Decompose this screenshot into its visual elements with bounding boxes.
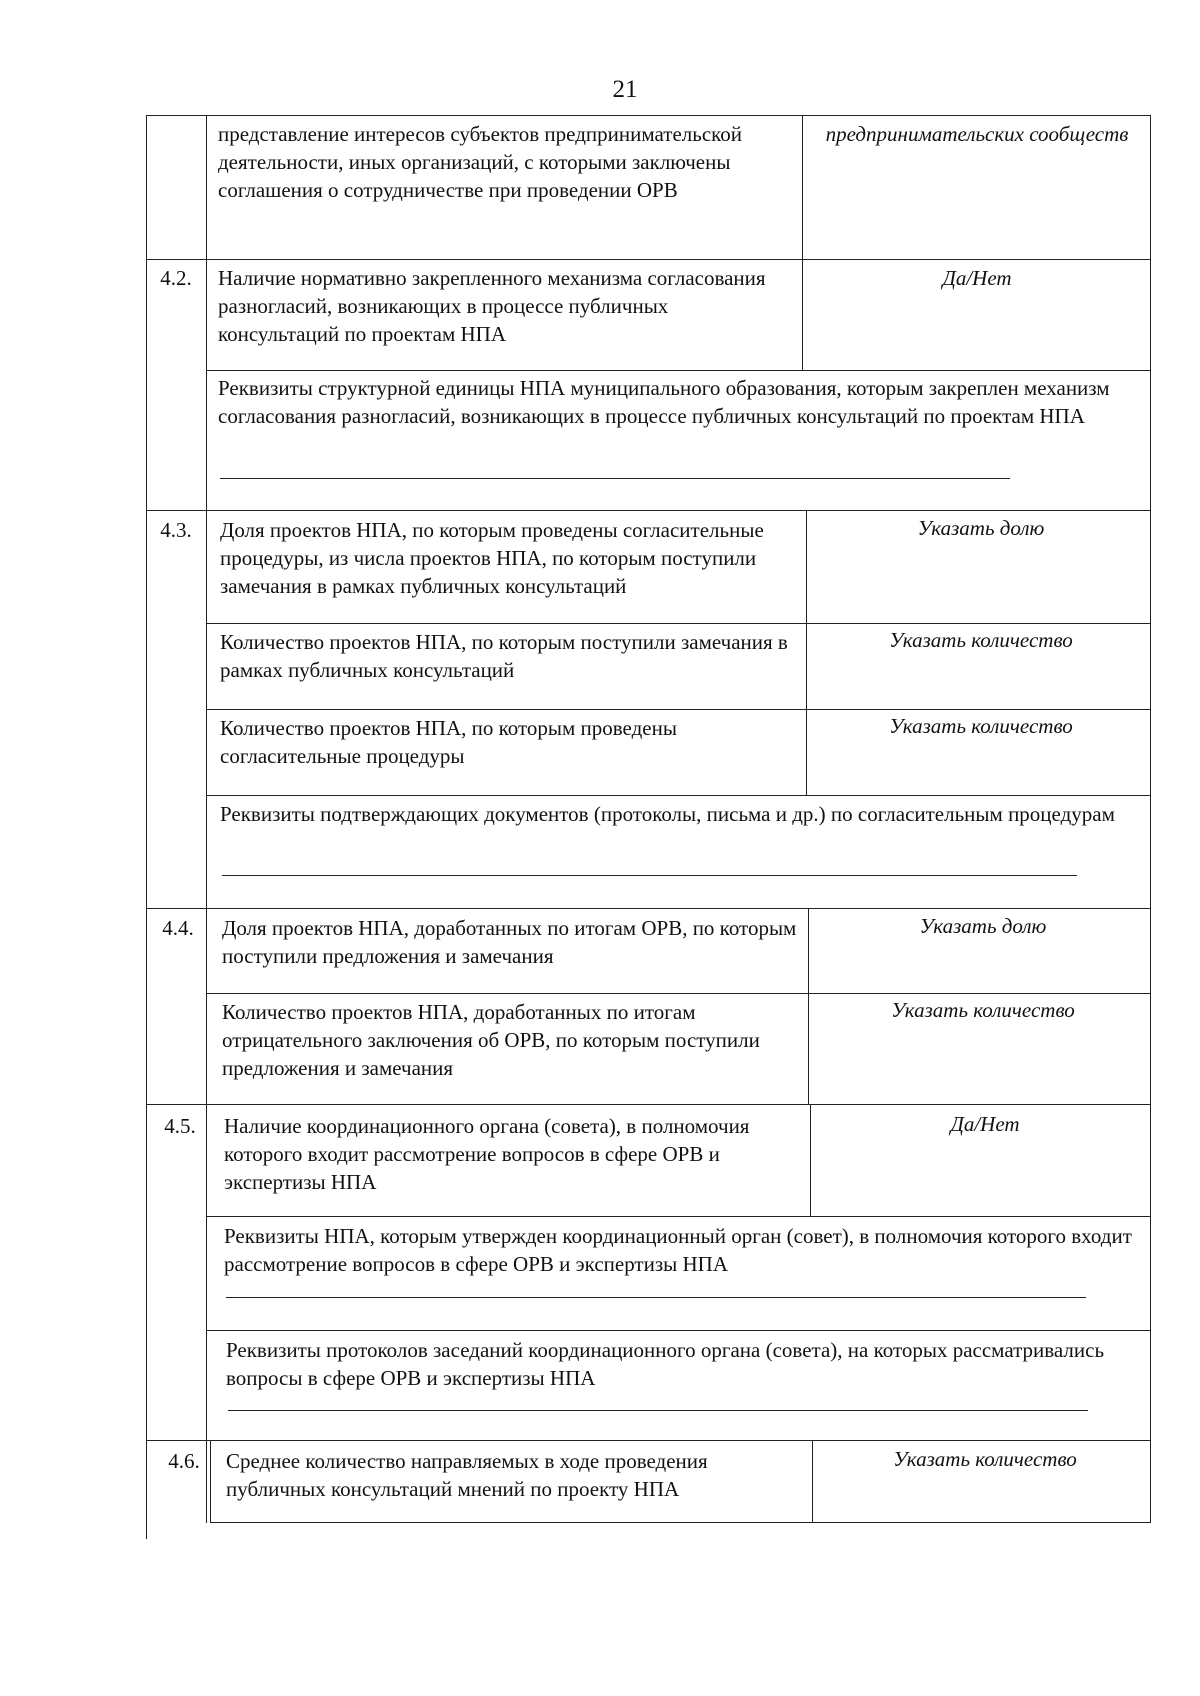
answer-hint: Указать количество	[889, 714, 1073, 738]
page-number: 21	[612, 76, 638, 103]
row-number: 4.5.	[164, 1114, 196, 1138]
answer-hint: Указать количество	[891, 998, 1075, 1022]
fill-in-line[interactable]	[226, 1297, 1086, 1298]
fill-in-line[interactable]	[222, 875, 1077, 876]
fill-in-line[interactable]	[228, 1410, 1088, 1411]
row-number: 4.2.	[160, 266, 192, 290]
row-number: 4.3.	[160, 518, 192, 542]
sub-criterion-text: Количество проектов НПА, по которым проведены согласительные процедуры	[220, 716, 677, 768]
criterion-text: Наличие нормативно закрепленного механизма согласования разногласий, возникающих в процессе публичных консультаций по проектам НПА	[218, 266, 766, 346]
criterion-text: Доля проектов НПА, доработанных по итогам ОРВ, по которым поступили предложения и замечания	[222, 916, 797, 968]
row-number: 4.4.	[162, 916, 194, 940]
criterion-text: Наличие координационного органа (совета), в полномочия которого входит рассмотрение вопросов в сфере ОРВ и экспертизы НПА	[224, 1114, 750, 1194]
answer-hint: Да/Нет	[942, 266, 1012, 290]
requisites-text: Реквизиты подтверждающих документов (протоколы, письма и др.) по согласительным процедурам	[220, 802, 1115, 826]
criterion-text: Среднее количество направляемых в ходе проведения публичных консультаций мнений по проекту НПА	[226, 1449, 708, 1501]
criterion-text: Доля проектов НПА, по которым проведены согласительные процедуры, из числа проектов НПА, по которым поступили замечания в рамках публичных консультаций	[220, 518, 764, 598]
sub-criterion-text: Количество проектов НПА, по которым поступили замечания в рамках публичных консультаций	[220, 630, 788, 682]
requisites-text: Реквизиты структурной единицы НПА муниципального образования, которым закреплен механизм согласования разногласий, возникающих в процессе публичных консультаций по проектам НПА	[218, 376, 1110, 428]
sub-criterion-text: Количество проектов НПА, доработанных по итогам отрицательного заключения об ОРВ, по которым поступили предложения и замечания	[222, 1000, 760, 1080]
answer-hint: Указать количество	[889, 628, 1073, 652]
requisites-text: Реквизиты НПА, которым утвержден координационный орган (совет), в полномочия которого входит рассмотрение вопросов в сфере ОРВ и экспертизы НПА	[224, 1224, 1132, 1276]
criterion-text: представление интересов субъектов предпринимательской деятельности, иных организаций, с которыми заключены соглашения о сотрудничестве при проведении ОРВ	[218, 122, 743, 202]
answer-hint: Указать долю	[919, 914, 1047, 938]
requisites-text: Реквизиты протоколов заседаний координационного органа (совета), на которых рассматривались вопросы в сфере ОРВ и экспертизы НПА	[226, 1338, 1105, 1390]
answer-hint: Указать долю	[917, 516, 1045, 540]
answer-hint: Указать количество	[893, 1447, 1077, 1471]
fill-in-line[interactable]	[220, 478, 1010, 479]
answer-hint: Да/Нет	[950, 1112, 1020, 1136]
row-number: 4.6.	[168, 1449, 200, 1473]
answer-hint: предпринимательских сообществ	[825, 122, 1129, 146]
